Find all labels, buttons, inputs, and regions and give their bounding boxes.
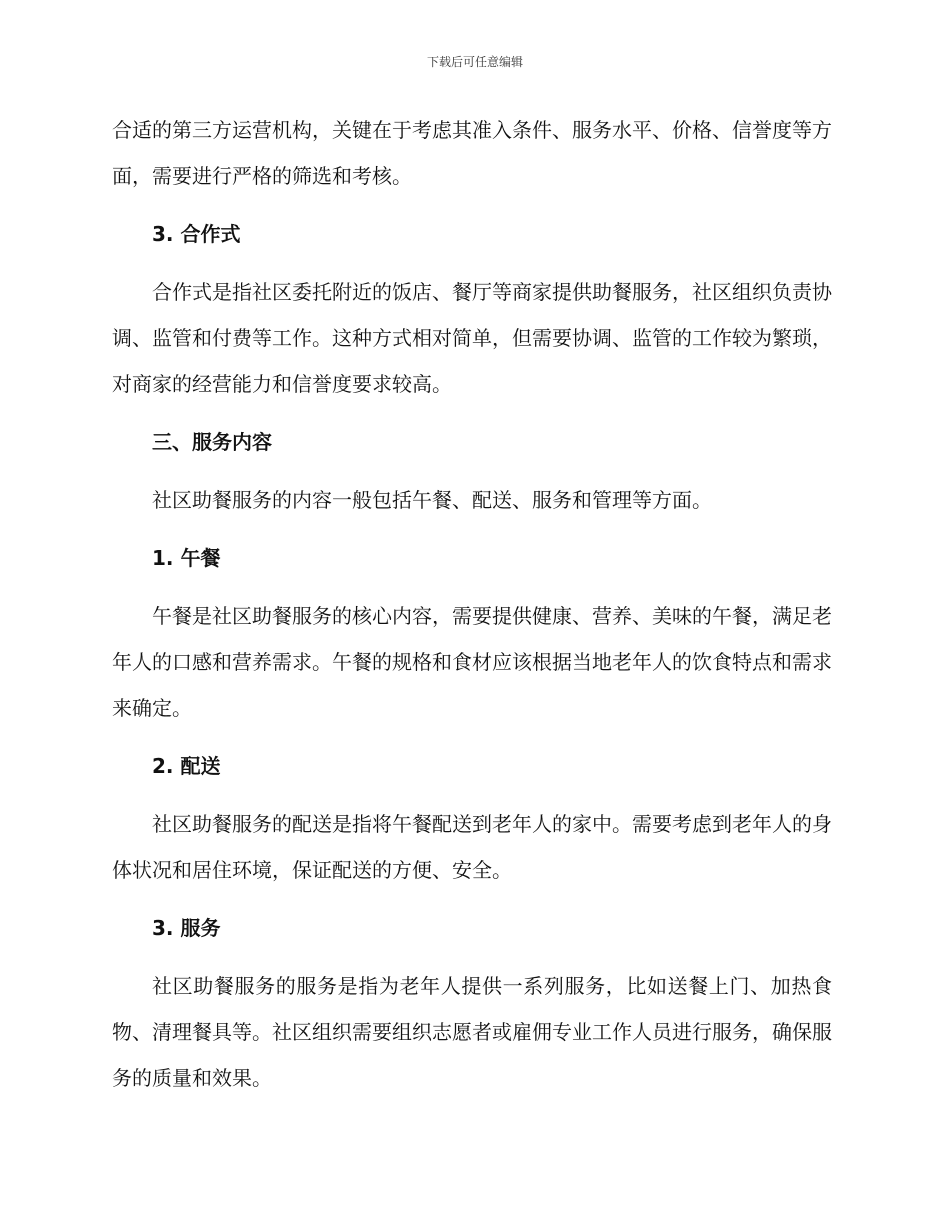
block-gap: [112, 893, 832, 905]
block-gap: [112, 789, 832, 801]
paragraph-service-content: 社区助餐服务的内容一般包括午餐、配送、服务和管理等方面。: [152, 488, 712, 512]
block-gap: [112, 407, 832, 419]
paragraph-delivery: 社区助餐服务的配送是指将午餐配送到老年人的家中。需要考虑到老年人的身体状况和居住环境，保证配送的方便、安全。: [112, 812, 832, 882]
block-gap: [112, 257, 832, 269]
block-gap: [112, 199, 832, 211]
paragraph-service: 社区助餐服务的服务是指为老年人提供一系列服务，比如送餐上门、加热食物、清理餐具等。社区组织需要组织志愿者或雇佣专业工作人员进行服务，确保服务的质量和效果。: [112, 974, 832, 1090]
paragraph-lunch: 午餐是社区助餐服务的核心内容，需要提供健康、营养、美味的午餐，满足老年人的口感和营养需求。午餐的规格和食材应该根据当地老年人的饮食特点和需求来确定。: [112, 604, 832, 720]
block-gap: [112, 731, 832, 743]
heading-cooperative: 3. 合作式: [152, 222, 241, 246]
heading-delivery: 2. 配送: [152, 754, 221, 778]
heading-service: 3. 服务: [152, 916, 221, 940]
document-body: [112, 107, 832, 1101]
page-header: 下载后可任意编辑: [426, 55, 523, 69]
heading-lunch: 1. 午餐: [152, 546, 221, 570]
block-gap: [112, 581, 832, 593]
paragraph-cooperative: 合作式是指社区委托附近的饭店、餐厅等商家提供助餐服务，社区组织负责协调、监管和付费等工作。这种方式相对简单，但需要协调、监管的工作较为繁琐，对商家的经营能力和信誉度要求较高。: [112, 280, 832, 396]
heading-service-content: 三、服务内容: [152, 430, 272, 454]
paragraph-intro-continuation: 合适的第三方运营机构，关键在于考虑其准入条件、服务水平、价格、信誉度等方面，需要进行严格的筛选和考核。: [112, 118, 832, 188]
block-gap: [112, 465, 832, 477]
block-gap: [112, 523, 832, 535]
block-gap: [112, 951, 832, 963]
